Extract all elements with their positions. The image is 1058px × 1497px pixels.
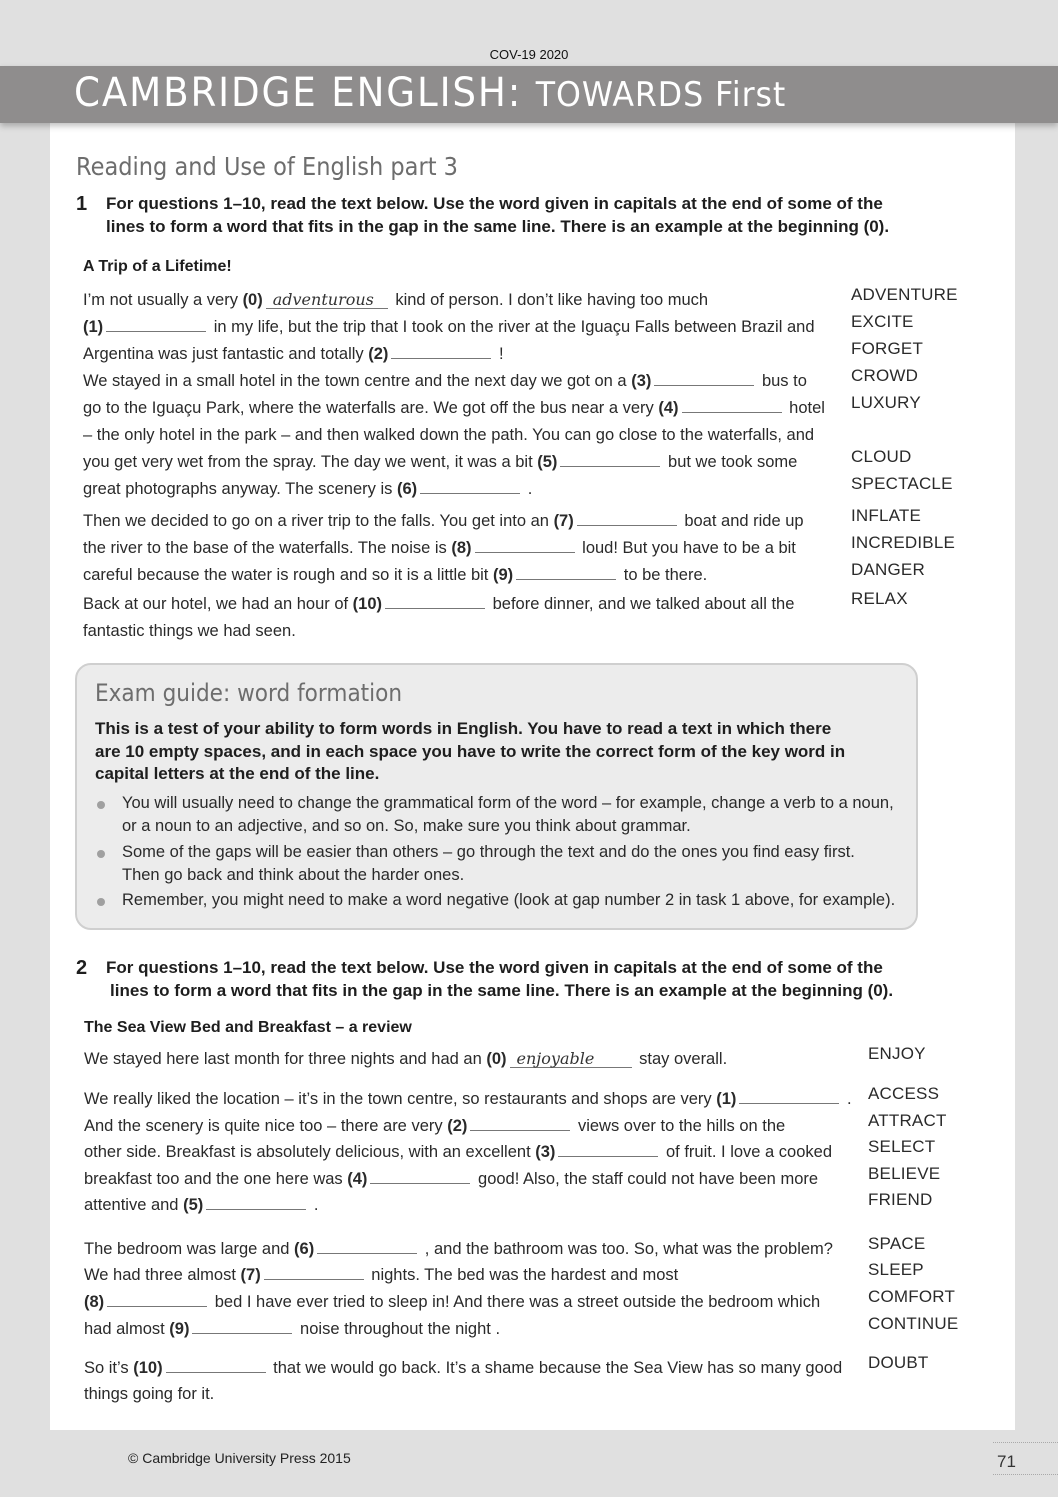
- key-word: ADVENTURE: [851, 285, 958, 304]
- task2-number: 2: [76, 957, 88, 979]
- bullet-dot-icon: [97, 898, 105, 906]
- exam-guide-bullet: Some of the gaps will be easier than others – go through the text and do the ones you find easy first. Then go back and think about the harder ones.: [95, 841, 905, 887]
- exam-guide-bullet: Remember, you might need to make a word negative (look at gap number 2 in task 1 above, for example).: [95, 889, 905, 912]
- text-line: fantastic things we had seen.: [83, 622, 296, 640]
- header-title-sub: TOWARDS First: [535, 75, 787, 115]
- task1-number: 1: [76, 193, 88, 215]
- gap-number: (1): [716, 1090, 737, 1108]
- text-line: Back at our hotel, we had an hour of (10) before dinner, and we talked about all the: [83, 595, 795, 613]
- task2-text-title: The Sea View Bed and Breakfast – a review: [84, 1019, 412, 1036]
- key-word: FRIEND: [868, 1190, 933, 1209]
- text-line: We stayed here last month for three nights and had an (0) enjoyable stay overall.: [84, 1049, 728, 1068]
- gap-number: (0): [486, 1050, 507, 1068]
- key-word: RELAX: [851, 589, 908, 608]
- text-line: you get very wet from the spray. The day we went, it was a bit (5) but we took some: [83, 453, 798, 471]
- bullet-dot-icon: [97, 850, 105, 858]
- text-line: other side. Breakfast is absolutely delicious, with an excellent (3) of fruit. I love a cooked: [84, 1143, 833, 1161]
- answer-gap[interactable]: [370, 1170, 470, 1184]
- text-line: We stayed in a small hotel in the town centre and the next day we got on a (3) bus to: [83, 372, 807, 390]
- key-word: SLEEP: [868, 1260, 924, 1279]
- task1-instruction-line2: lines to form a word that fits in the gap in the same line. There is an example at the beginning (0).: [106, 217, 890, 236]
- gap-number: (7): [553, 512, 574, 530]
- answer-gap[interactable]: [577, 512, 677, 526]
- answer-gap[interactable]: [420, 480, 520, 494]
- bullet-dot-icon: [97, 801, 105, 809]
- gap-number: (3): [535, 1143, 556, 1161]
- text-line: things going for it.: [84, 1385, 215, 1403]
- answer-gap[interactable]: [166, 1359, 266, 1373]
- task1-text-title: A Trip of a Lifetime!: [83, 258, 232, 275]
- answer-gap[interactable]: [192, 1320, 292, 1334]
- gap-number: (10): [133, 1359, 163, 1377]
- text-line: had almost (9) noise throughout the night .: [84, 1320, 501, 1338]
- key-word: DANGER: [851, 560, 925, 579]
- key-word: SPACE: [868, 1234, 926, 1253]
- text-line: We had three almost (7) nights. The bed was the hardest and most: [84, 1266, 679, 1284]
- gap-number: (3): [631, 372, 652, 390]
- answer-gap[interactable]: [516, 566, 616, 580]
- gap-number: (7): [240, 1266, 261, 1284]
- answer-gap[interactable]: [107, 1293, 207, 1307]
- gap-number: (4): [658, 399, 679, 417]
- gap-number: (1): [83, 318, 104, 336]
- task1-instruction-line1: For questions 1–10, read the text below. Use the word given in capitals at the end of some of the: [106, 194, 883, 213]
- page-number: 71: [997, 1452, 1016, 1471]
- text-line: And the scenery is quite nice too – there are very (2) views over to the hills on the: [84, 1117, 786, 1135]
- key-word: COMFORT: [868, 1287, 956, 1306]
- key-word: BELIEVE: [868, 1164, 941, 1183]
- key-word: INCREDIBLE: [851, 533, 956, 552]
- exam-guide-box: [75, 663, 918, 930]
- header-banner: [0, 66, 1058, 123]
- text-line: breakfast too and the one here was (4) good! Also, the staff could not have been more: [84, 1170, 819, 1188]
- key-word: SELECT: [868, 1137, 936, 1156]
- key-word: ENJOY: [868, 1044, 926, 1063]
- key-word: CONTINUE: [868, 1314, 959, 1333]
- answer-gap[interactable]: [558, 1143, 658, 1157]
- exam-guide-intro: [95, 718, 875, 786]
- text-line: Argentina was just fantastic and totally (2) !: [83, 345, 504, 363]
- exam-guide-intro-line: This is a test of your ability to form words in English. You have to read a text in which there: [95, 719, 832, 738]
- answer-gap[interactable]: [106, 318, 206, 332]
- exam-guide-intro-line: are 10 empty spaces, and in each space you have to write the correct form of the key word in: [95, 741, 846, 761]
- key-word: ACCESS: [868, 1084, 940, 1103]
- gap-number: (2): [447, 1117, 468, 1135]
- gap-number: (6): [294, 1240, 315, 1258]
- text-line: We really liked the location – it’s in the town centre, so restaurants and shops are very (1) .: [84, 1090, 852, 1108]
- gap-number: (6): [396, 480, 418, 498]
- copyright: © Cambridge University Press 2015: [128, 1450, 351, 1466]
- text-line: go to the Iguaçu Park, where the waterfalls are. We got off the bus near a very (4) hotel: [83, 399, 825, 417]
- key-word: INFLATE: [851, 506, 922, 525]
- answer-gap[interactable]: [682, 399, 782, 413]
- exam-guide-title: Exam guide: word formation: [95, 679, 403, 707]
- key-word: DOUBT: [868, 1353, 929, 1372]
- text-line: attentive and (5) .: [84, 1196, 319, 1214]
- gap-number: (8): [451, 539, 472, 557]
- key-word: EXCITE: [851, 312, 914, 331]
- answer-gap[interactable]: [475, 539, 575, 553]
- answer-gap[interactable]: [739, 1090, 839, 1104]
- gap-number: (0): [242, 291, 263, 309]
- text-line: (1) in my life, but the trip that I took on the river at the Iguaçu Falls between Brazil and: [83, 318, 815, 336]
- text-line: So it’s (10) that we would go back. It’s a shame because the Sea View has so many good: [84, 1359, 843, 1377]
- gap-number: (5): [183, 1196, 204, 1214]
- text-line: Then we decided to go on a river trip to the falls. You get into an (7) boat and ride up: [83, 512, 804, 530]
- key-word: ATTRACT: [868, 1111, 947, 1130]
- page-number-rule-top: [993, 1442, 1058, 1443]
- key-word: LUXURY: [851, 393, 921, 412]
- section-title: Reading and Use of English part 3: [76, 152, 459, 181]
- gap-number: (8): [84, 1293, 105, 1311]
- text-line: careful because the water is rough and so it is a little bit (9) to be there.: [83, 566, 708, 584]
- key-word: CLOUD: [851, 447, 912, 466]
- task2-instruction-line2: lines to form a word that fits in the gap in the same line. There is an example at the beginning (0).: [110, 981, 894, 1000]
- text-line: – the only hotel in the park – and then walked down the path. You can go close to the waterfalls, and: [83, 426, 815, 444]
- gap-number: (2): [368, 345, 389, 363]
- task2-instruction-line1: For questions 1–10, read the text below. Use the word given in capitals at the end of some of the: [106, 958, 883, 977]
- gap-number: (4): [347, 1170, 368, 1188]
- key-word: CROWD: [851, 366, 919, 385]
- gap-number: (10): [352, 595, 383, 613]
- example-answer: enjoyable: [510, 1050, 632, 1068]
- header-title-main: CAMBRIDGE ENGLISH:: [74, 70, 523, 116]
- example-answer: adventurous: [266, 291, 388, 309]
- header-title: [74, 70, 786, 116]
- key-word: SPECTACLE: [851, 474, 953, 493]
- answer-gap[interactable]: [654, 372, 754, 386]
- answer-gap[interactable]: [560, 453, 660, 467]
- answer-gap[interactable]: [317, 1240, 417, 1254]
- text-line: The bedroom was large and (6) , and the bathroom was too. So, what was the problem?: [84, 1240, 833, 1258]
- answer-gap[interactable]: [470, 1117, 570, 1131]
- gap-number: (9): [169, 1320, 190, 1338]
- answer-gap[interactable]: [264, 1266, 364, 1280]
- text-line: (8) bed I have ever tried to sleep in! And there was a street outside the bedroom which: [84, 1293, 821, 1311]
- text-line: the river to the base of the waterfalls. The noise is (8) loud! But you have to be a bit: [83, 539, 796, 557]
- key-word: FORGET: [851, 339, 924, 358]
- gap-number: (5): [537, 453, 558, 471]
- gap-number: (9): [492, 566, 514, 584]
- page-number-rule-bottom: [993, 1474, 1058, 1475]
- text-line: great photographs anyway. The scenery is (6) .: [83, 480, 533, 498]
- answer-gap[interactable]: [391, 345, 491, 359]
- text-line: I’m not usually a very (0) adventurous kind of person. I don’t like having too much: [83, 290, 709, 309]
- answer-gap[interactable]: [206, 1196, 306, 1210]
- exam-guide-intro-line: capital letters at the end of the line.: [95, 764, 380, 783]
- exam-guide-bullet: You will usually need to change the grammatical form of the word – for example, change a verb to a noun, or a noun to an adjective, and so on. So, make sure you think about grammar.: [95, 792, 905, 838]
- document-code: COV-19 2020: [489, 47, 569, 62]
- answer-gap[interactable]: [385, 595, 485, 609]
